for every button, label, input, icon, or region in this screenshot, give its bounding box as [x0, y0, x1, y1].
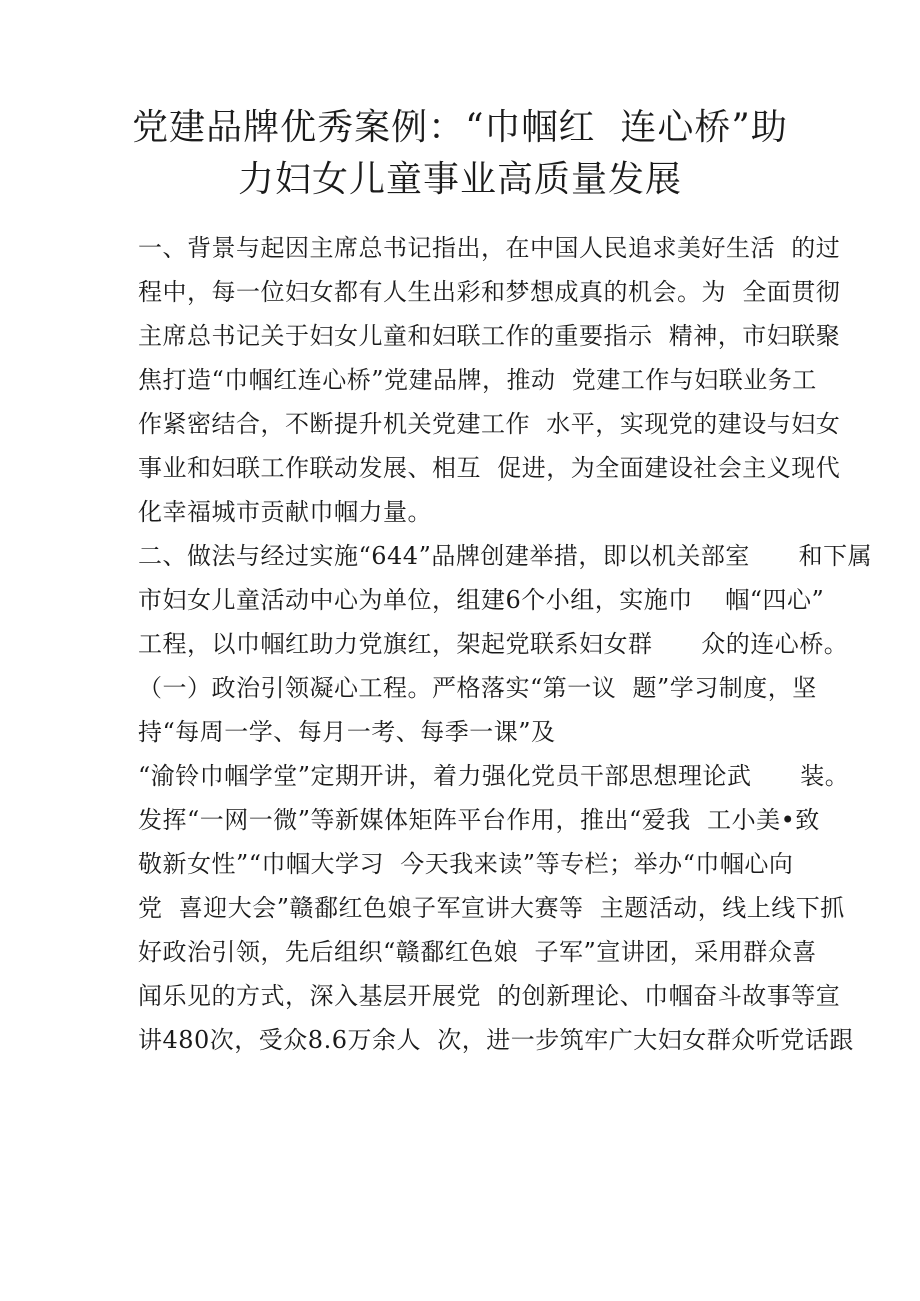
- body-line: 主席总书记关于妇女儿童和妇联工作的重要指示 精神，市妇联聚: [138, 322, 841, 350]
- body-line: 闻乐见的方式，深入基层开展党 的创新理论、巾帼奋斗故事等宣: [138, 982, 841, 1010]
- body-line: 持“每周一学、每月一考、每季一课”及: [138, 718, 556, 746]
- body-line: “渝铃巾帼学堂”定期开讲，着力强化党员干部思想理论武 装。: [138, 762, 850, 790]
- body-line: 作紧密结合，不断提升机关党建工作 水平，实现党的建设与妇女: [138, 410, 841, 438]
- document-title-line-2: 力妇女儿童事业高质量发展: [237, 159, 682, 200]
- body-line: 工程，以巾帼红助力党旗红，架起党联系妇女群 众的连心桥。: [138, 630, 849, 658]
- body-line: 焦打造“巾帼红连心桥”党建品牌，推动 党建工作与妇联业务工: [138, 366, 817, 394]
- body-line: 党 喜迎大会”赣鄱红色娘子军宣讲大赛等 主题活动，线上线下抓: [138, 894, 845, 922]
- body-line: 化幸福城市贡献巾帼力量。: [138, 498, 432, 526]
- body-line: 讲480次，受众8.6万余人 次，进一步筑牢广大妇女群众听党话跟: [138, 1026, 854, 1054]
- body-line: 程中，每一位妇女都有人生出彩和梦想成真的机会。为 全面贯彻: [138, 278, 841, 306]
- body-line: 二、做法与经过实施“644”品牌创建举措，即以机关部室 和下属: [138, 542, 873, 570]
- body-line: 发挥“一网一微”等新媒体矩阵平台作用，推出“爱我 工小美•致: [138, 806, 820, 834]
- body-line: （一）政治引领凝心工程。严格落实“第一议 题”学习制度，坚: [138, 674, 817, 702]
- body-line: 好政治引领，先后组织“赣鄱红色娘 子军”宣讲团，采用群众喜: [138, 938, 817, 966]
- document-title-line-1: 党建品牌优秀案例：“巾帼红 连心桥”助: [132, 107, 788, 148]
- body-line: 敬新女性”“巾帼大学习 今天我来读”等专栏；举办“巾帼心向: [138, 850, 794, 878]
- body-line: 事业和妇联工作联动发展、相互 促进，为全面建设社会主义现代: [138, 454, 841, 482]
- body-line: 一、背景与起因主席总书记指出，在中国人民追求美好生活 的过: [138, 234, 841, 262]
- body-line: 市妇女儿童活动中心为单位，组建6个小组，实施巾 帼“四心”: [138, 586, 825, 614]
